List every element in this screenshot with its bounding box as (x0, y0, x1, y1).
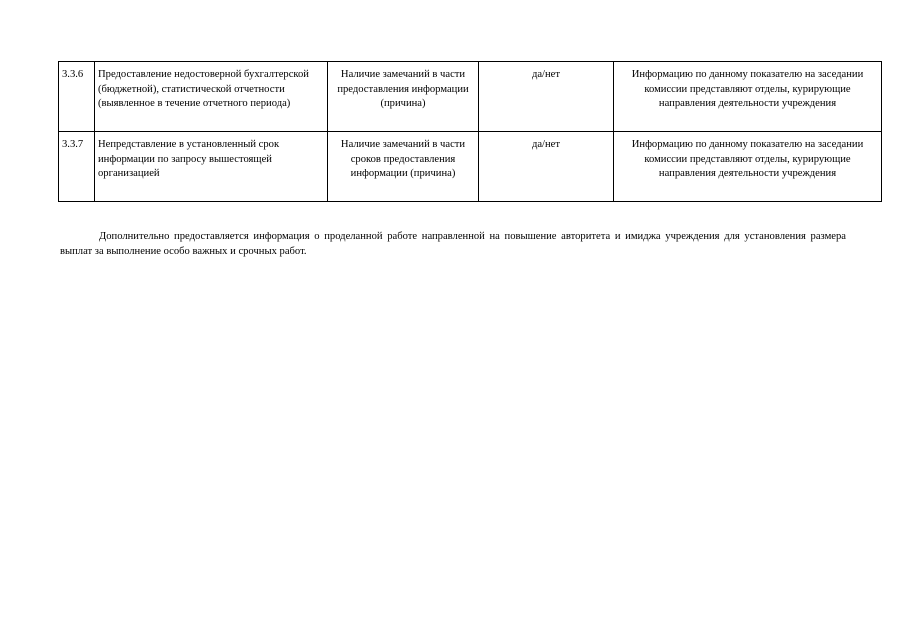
row-number: 3.3.7 (59, 132, 95, 202)
criterion-note: Информацию по данному показателю на заседании комиссии представляют отделы, курирующие направления деятельности учреждения (614, 62, 882, 132)
criterion-note: Информацию по данному показателю на заседании комиссии представляют отделы, курирующие направления деятельности учреждения (614, 132, 882, 202)
criteria-table (58, 61, 882, 202)
criterion-description: Предоставление недостоверной бухгалтерской (бюджетной), статистической отчетности (выявленное в течение отчетного периода) (95, 62, 328, 132)
criterion-value: да/нет (479, 62, 614, 132)
table-row (59, 132, 882, 202)
table-row (59, 62, 882, 132)
criterion-description: Непредставление в установленный срок информации по запросу вышестоящей организацией (95, 132, 328, 202)
criterion-indicator: Наличие замечаний в части сроков предоставления информации (причина) (328, 132, 479, 202)
criterion-value: да/нет (479, 132, 614, 202)
criterion-indicator: Наличие замечаний в части предоставления информации (причина) (328, 62, 479, 132)
row-number: 3.3.6 (59, 62, 95, 132)
footer-paragraph: Дополнительно предоставляется информация о проделанной работе направленной на повышение авторитета и имиджа учреждения для установления размера выплат за выполнение особо важных и срочных работ. (60, 230, 846, 257)
